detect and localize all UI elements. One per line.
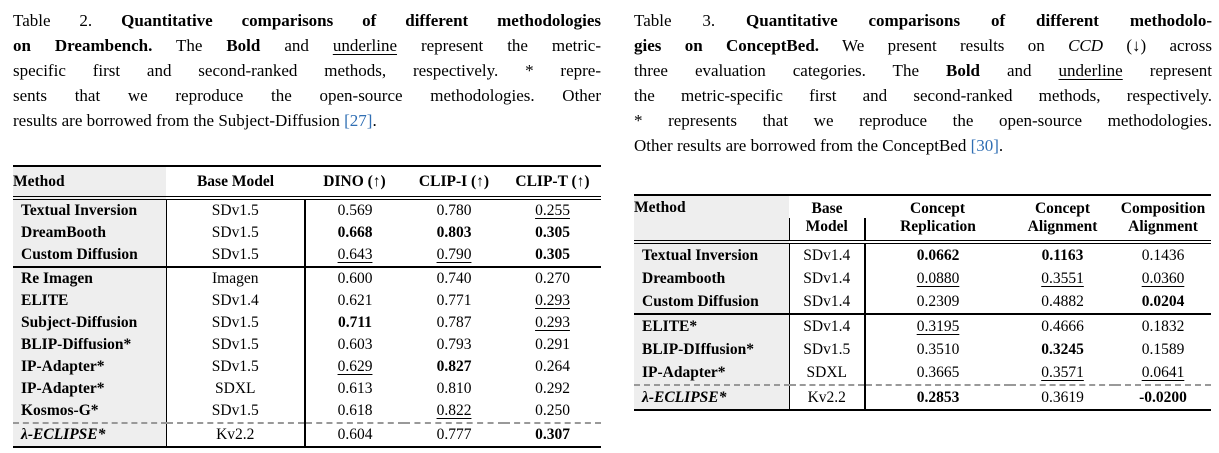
metric-value: 0.2309 — [916, 292, 960, 310]
metric-cell — [1115, 338, 1211, 361]
base-model-cell: Kv2.2 — [789, 385, 865, 410]
metric-value: 0.668 — [337, 224, 373, 241]
column-header: CLIP-I (↑) — [404, 166, 504, 198]
metric-cell — [1010, 314, 1115, 338]
method-cell: IP-Adapter* — [13, 378, 166, 400]
metric-value: 0.603 — [337, 336, 373, 353]
table-row — [13, 290, 601, 312]
metric-cell — [404, 198, 504, 222]
caption-segment: . — [998, 136, 1004, 155]
column-header: CLIP-T (↑) — [504, 166, 601, 198]
metric-cell — [1010, 242, 1115, 267]
metric-value: 0.793 — [436, 336, 472, 353]
table-row — [13, 222, 601, 244]
caption-segment: and — [980, 61, 1059, 80]
caption-segment: Quantitative comparisons of different methodolo- — [746, 11, 1212, 30]
caption-segment: Other results are borrowed from the ConceptBed — [634, 136, 971, 155]
metric-cell — [305, 267, 404, 290]
table-row — [634, 385, 1211, 410]
base-model-cell: SDv1.4 — [789, 267, 865, 290]
metric-cell — [404, 222, 504, 244]
metric-cell — [865, 338, 1010, 361]
header-row — [634, 195, 1211, 218]
metric-value: 0.3510 — [916, 340, 960, 358]
metric-cell — [305, 400, 404, 423]
metric-cell — [504, 198, 601, 222]
base-model-cell: Kv2.2 — [166, 423, 305, 447]
metric-value: 0.1436 — [1141, 246, 1185, 264]
caption-segment: gies on ConceptBed. — [634, 36, 820, 55]
metric-value: 0.0360 — [1141, 269, 1185, 287]
metric-value: 0.264 — [535, 358, 570, 375]
metric-cell — [404, 267, 504, 290]
column-header: Alignment — [1115, 218, 1211, 242]
metric-cell — [865, 267, 1010, 290]
caption-segment: * represents that we reproduce the open-source methodologies. — [634, 111, 1212, 130]
column-header: Replication — [865, 218, 1010, 242]
metric-cell — [1010, 361, 1115, 385]
metric-cell — [504, 378, 601, 400]
metric-cell — [1010, 290, 1115, 314]
header-row — [13, 166, 601, 198]
table-row — [13, 244, 601, 267]
metric-cell — [1115, 267, 1211, 290]
method-cell: DreamBooth — [13, 222, 166, 244]
metric-cell — [305, 244, 404, 267]
metric-cell — [1115, 385, 1211, 410]
method-cell: Textual Inversion — [634, 242, 789, 267]
caption-segment: represent the metric- — [397, 36, 601, 55]
caption-segment: Bold — [226, 36, 261, 55]
metric-cell — [504, 334, 601, 356]
caption-segment: underline — [1058, 61, 1123, 80]
metric-value: 0.771 — [436, 292, 472, 309]
metric-cell — [1010, 385, 1115, 410]
base-model-cell: SDv1.5 — [789, 338, 865, 361]
base-model-cell: SDXL — [166, 378, 305, 400]
metric-value: 0.569 — [337, 202, 373, 219]
table-row — [634, 290, 1211, 314]
base-model-cell: SDXL — [789, 361, 865, 385]
caption-line — [13, 8, 601, 33]
metric-cell — [504, 312, 601, 334]
metric-value: 0.1589 — [1141, 340, 1185, 358]
metric-cell — [404, 356, 504, 378]
metric-value: 0.711 — [337, 314, 373, 331]
base-model-cell: SDv1.4 — [789, 242, 865, 267]
base-model-cell: SDv1.5 — [166, 400, 305, 423]
table-row — [634, 242, 1211, 267]
base-model-cell: Imagen — [166, 267, 305, 290]
metric-value: 0.790 — [436, 246, 472, 263]
caption-segment: We present results on — [819, 36, 1069, 55]
citation-link[interactable]: [30] — [970, 136, 999, 155]
column-header: Model — [789, 218, 865, 242]
metric-value: 0.822 — [436, 402, 472, 419]
metric-value: 0.250 — [535, 402, 570, 419]
column-header: Concept — [909, 200, 966, 217]
metric-cell — [305, 198, 404, 222]
metric-cell — [504, 356, 601, 378]
metric-value: 0.777 — [436, 426, 472, 443]
caption-segment: CCD — [1068, 36, 1104, 55]
metric-value: 0.0641 — [1141, 363, 1185, 381]
metric-cell — [404, 334, 504, 356]
metric-value: 0.613 — [337, 380, 373, 397]
base-model-cell: SDv1.5 — [166, 222, 305, 244]
metric-value: 0.0662 — [916, 246, 960, 264]
table-row — [634, 361, 1211, 385]
metric-cell — [504, 267, 601, 290]
metric-cell — [1115, 361, 1211, 385]
metric-cell — [404, 290, 504, 312]
metric-cell — [404, 400, 504, 423]
metric-value: 0.629 — [337, 358, 373, 375]
caption-segment: Bold — [945, 61, 981, 80]
metric-value: 0.0880 — [916, 269, 960, 287]
metric-cell — [404, 312, 504, 334]
method-cell: Custom Diffusion — [13, 244, 166, 267]
method-cell: IP-Adapter* — [13, 356, 166, 378]
metric-cell — [865, 385, 1010, 410]
metric-value: -0.0200 — [1139, 388, 1187, 406]
metric-value: 0.293 — [535, 292, 570, 309]
base-model-cell: SDv1.5 — [166, 356, 305, 378]
caption-segment: . — [372, 111, 377, 130]
metric-cell — [865, 314, 1010, 338]
metric-value: 0.2853 — [916, 388, 960, 406]
metric-cell — [504, 290, 601, 312]
metric-cell — [305, 334, 404, 356]
method-cell: λ-ECLIPSE* — [13, 423, 166, 447]
metric-cell — [404, 244, 504, 267]
method-cell: ELITE — [13, 290, 166, 312]
column-header: Concept — [1034, 200, 1091, 217]
table-row — [13, 356, 601, 378]
metric-value: 0.1163 — [1041, 246, 1084, 264]
method-cell: BLIP-DIffusion* — [634, 338, 789, 361]
caption-line — [634, 83, 1212, 108]
metric-cell — [1010, 267, 1115, 290]
caption-segment: results are borrowed from the Subject-Diffusion — [13, 111, 345, 130]
metric-cell — [404, 378, 504, 400]
metric-value: 0.600 — [337, 270, 373, 287]
caption-segment: Table 2. — [13, 11, 122, 30]
base-model-cell: SDv1.4 — [166, 290, 305, 312]
metric-cell — [504, 400, 601, 423]
metric-value: 0.305 — [535, 224, 570, 241]
metric-value: 0.291 — [535, 336, 570, 353]
metric-cell — [1115, 242, 1211, 267]
method-cell: Subject-Diffusion — [13, 312, 166, 334]
caption-segment: Table 3. — [634, 11, 747, 30]
base-model-cell: SDv1.5 — [166, 312, 305, 334]
left-column — [13, 8, 601, 448]
metric-value: 0.4882 — [1041, 292, 1084, 310]
metric-cell — [404, 423, 504, 447]
method-cell: IP-Adapter* — [634, 361, 789, 385]
metric-cell — [1115, 314, 1211, 338]
metric-value: 0.3571 — [1041, 363, 1084, 381]
caption-line — [634, 108, 1212, 133]
table-row — [13, 267, 601, 290]
column-header: Method — [634, 195, 789, 242]
metric-value: 0.787 — [436, 314, 472, 331]
method-cell: Kosmos-G* — [13, 400, 166, 423]
table-row — [13, 334, 601, 356]
metric-value: 0.827 — [436, 358, 472, 375]
column-header: Base — [811, 200, 843, 217]
metric-cell — [865, 290, 1010, 314]
caption-segment: represent — [1122, 61, 1213, 80]
metric-cell — [504, 423, 601, 447]
metric-cell — [1010, 338, 1115, 361]
caption-segment: three evaluation categories. The — [634, 61, 946, 80]
metric-cell — [865, 242, 1010, 267]
method-cell: Re Imagen — [13, 267, 166, 290]
metric-value: 0.0204 — [1141, 292, 1185, 310]
metric-cell — [1115, 290, 1211, 314]
metric-value: 0.780 — [436, 202, 472, 219]
column-header: DINO (↑) — [305, 166, 404, 198]
metric-value: 0.292 — [535, 380, 570, 397]
metric-value: 0.307 — [535, 426, 570, 443]
table2-caption — [13, 8, 601, 133]
caption-line — [13, 33, 601, 58]
caption-segment: the metric-specific first and second-ranked methods, respectively. — [634, 86, 1212, 105]
right-column — [634, 8, 1212, 411]
table-row — [13, 378, 601, 400]
metric-cell — [305, 378, 404, 400]
metric-value: 0.740 — [436, 270, 472, 287]
caption-line — [634, 8, 1212, 33]
method-cell: Dreambooth — [634, 267, 789, 290]
conceptbed-results-table — [634, 194, 1211, 411]
caption-line — [13, 108, 601, 133]
column-header: Base Model — [166, 166, 305, 198]
metric-cell — [504, 244, 601, 267]
table-row — [634, 267, 1211, 290]
dreambench-results-table — [13, 165, 601, 448]
caption-line — [634, 33, 1212, 58]
metric-value: 0.604 — [337, 426, 373, 443]
caption-segment: and — [260, 36, 333, 55]
metric-value: 0.305 — [535, 246, 570, 263]
table-row — [634, 314, 1211, 338]
metric-value: 0.618 — [337, 402, 373, 419]
metric-cell — [305, 222, 404, 244]
table-row — [13, 423, 601, 447]
metric-value: 0.4666 — [1041, 317, 1084, 335]
base-model-cell: SDv1.4 — [789, 290, 865, 314]
column-header: Alignment — [1010, 218, 1115, 242]
table3-caption — [634, 8, 1212, 158]
base-model-cell: SDv1.4 — [789, 314, 865, 338]
metric-value: 0.643 — [337, 246, 373, 263]
metric-cell — [504, 222, 601, 244]
metric-value: 0.621 — [337, 292, 373, 309]
metric-value: 0.293 — [535, 314, 570, 331]
metric-value: 0.803 — [436, 224, 472, 241]
caption-segment: sents that we reproduce the open-source methodologies. Other — [13, 86, 601, 105]
caption-segment: (↓) across — [1103, 36, 1212, 55]
caption-segment: on Dreambench. — [13, 36, 153, 55]
caption-segment: Quantitative comparisons of different methodologies — [121, 11, 601, 30]
caption-segment: specific first and second-ranked methods, respectively. * repre- — [13, 61, 601, 80]
metric-value: 0.3665 — [916, 363, 960, 381]
method-cell: BLIP-Diffusion* — [13, 334, 166, 356]
table-row — [13, 312, 601, 334]
table-row — [13, 400, 601, 423]
table-row — [634, 338, 1211, 361]
caption-line — [13, 83, 601, 108]
table-row — [13, 198, 601, 222]
base-model-cell: SDv1.5 — [166, 334, 305, 356]
metric-value: 0.1832 — [1141, 317, 1185, 335]
metric-cell — [865, 361, 1010, 385]
metric-cell — [305, 312, 404, 334]
column-header: Method — [13, 166, 166, 198]
column-header: Composition — [1120, 200, 1206, 217]
base-model-cell: SDv1.5 — [166, 244, 305, 267]
metric-value: 0.3245 — [1041, 340, 1084, 358]
citation-link[interactable]: [27] — [344, 111, 373, 130]
base-model-cell: SDv1.5 — [166, 198, 305, 222]
metric-cell — [305, 423, 404, 447]
metric-value: 0.3551 — [1041, 269, 1084, 287]
method-cell: Textual Inversion — [13, 198, 166, 222]
metric-value: 0.270 — [535, 270, 570, 287]
method-cell: λ-ECLIPSE* — [634, 385, 789, 410]
metric-cell — [305, 356, 404, 378]
method-cell: Custom Diffusion — [634, 290, 789, 314]
metric-value: 0.255 — [535, 202, 570, 219]
metric-cell — [305, 290, 404, 312]
metric-value: 0.3195 — [916, 317, 960, 335]
caption-segment: The — [152, 36, 227, 55]
caption-line — [634, 58, 1212, 83]
caption-line — [634, 133, 1212, 158]
caption-line — [13, 58, 601, 83]
method-cell: ELITE* — [634, 314, 789, 338]
caption-segment: underline — [332, 36, 398, 55]
metric-value: 0.3619 — [1041, 388, 1084, 406]
metric-value: 0.810 — [436, 380, 472, 397]
